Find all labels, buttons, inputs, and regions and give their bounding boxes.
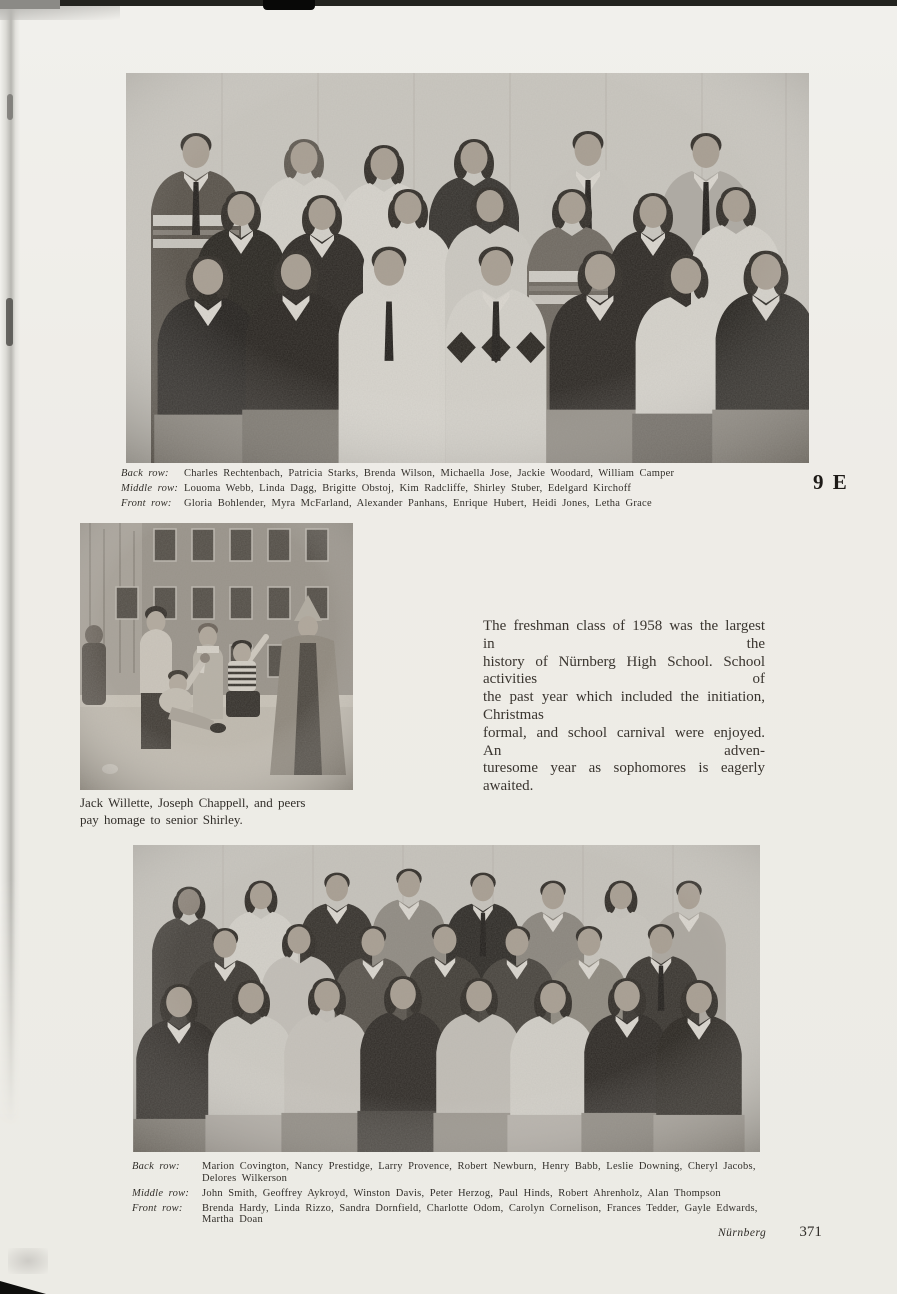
yearbook-title: Nürnberg (718, 1227, 767, 1239)
caption-line: Delores Wilkerson (202, 1172, 288, 1184)
top-photo-caption (121, 466, 674, 511)
caption-line: Marion Covington, Nancy Prestidge, Larry Provence, Robert Newburn, Henry Babb, Leslie Downing, Cheryl Jacobs, (202, 1161, 756, 1172)
caption-line: Charles Rechtenbach, Patricia Starks, Brenda Wilson, Michaella Jose, Jackie Woodard, William Camper (184, 468, 675, 479)
scan-smudge (6, 298, 13, 346)
caption-line: Jack Willette, Joseph Chappell, and peers (80, 795, 306, 810)
scan-edge-top (0, 0, 897, 6)
candid-photo-homage (80, 523, 353, 790)
class-summary-paragraph (483, 618, 765, 796)
bottom-photo-caption (132, 1161, 758, 1229)
scan-edge-left (0, 6, 20, 1126)
caption-line: Gloria Bohlender, Myra McFarland, Alexander Panhans, Enrique Hubert, Heidi Jones, Letha Grace (184, 498, 652, 509)
page-number: 371 (799, 1224, 822, 1240)
caption-line: pay homage to senior Shirley. (80, 811, 243, 827)
paragraph-line: the past year which included the initiation, Christmas (483, 689, 765, 723)
paragraph-line: The freshman class of 1958 was the largest in the (483, 618, 765, 652)
candid-photo-caption (80, 795, 305, 828)
caption-row (132, 1188, 758, 1200)
caption-row-label: Back row: (121, 468, 169, 479)
group-photo-scene (126, 73, 809, 463)
caption-line: Martha Doan (202, 1214, 263, 1225)
scan-corner-wedge (0, 1281, 46, 1294)
caption-row-names (184, 466, 674, 481)
group-photo-class-9e (126, 73, 809, 463)
caption-row-names (202, 1161, 756, 1184)
caption-row-label: Middle row: (121, 483, 179, 494)
caption-row-names (184, 481, 631, 496)
caption-line: John Smith, Geoffrey Aykroyd, Winston Davis, Peter Herzog, Paul Hinds, Robert Ahrenholz, Alan Thompson (202, 1187, 721, 1199)
caption-row (121, 466, 674, 481)
caption-row-names (202, 1188, 721, 1200)
caption-line: Brenda Hardy, Linda Rizzo, Sandra Dornfield, Charlotte Odom, Carolyn Cornelison, Frances Tedder, Gayle Edwards, (202, 1202, 758, 1214)
caption-line: Louoma Webb, Linda Dagg, Brigitte Obstoj, Kim Radcliffe, Shirley Stuber, Edelgard Kirchoff (184, 483, 632, 494)
candid-photo-scene (80, 523, 353, 790)
group-photo-scene (133, 845, 760, 1152)
section-label-9e: 9 E (813, 470, 849, 494)
paragraph-line: history of Nürnberg High School. School activities of (483, 653, 765, 688)
scan-smudge (8, 1248, 48, 1274)
scan-edge-gray-patch (0, 0, 60, 9)
caption-row-names (202, 1203, 758, 1226)
caption-row-label: Front row: (121, 498, 172, 509)
caption-row-names (184, 496, 652, 511)
caption-row (121, 481, 674, 496)
caption-row (121, 496, 674, 511)
scan-smudge (7, 94, 13, 120)
scan-edge-blob (263, 0, 315, 10)
paragraph-line: turesome year as sophomores is eagerly awaited. (483, 760, 765, 795)
group-photo-second-section (133, 845, 760, 1152)
caption-row (132, 1161, 758, 1184)
caption-row-label: Front row: (132, 1202, 183, 1214)
caption-row-label: Middle row: (132, 1187, 190, 1199)
paragraph-line: formal, and school carnival were enjoyed. An adven- (483, 724, 765, 759)
caption-row (132, 1203, 758, 1226)
page-footer (718, 1224, 822, 1241)
caption-row-label: Back row: (132, 1161, 180, 1172)
